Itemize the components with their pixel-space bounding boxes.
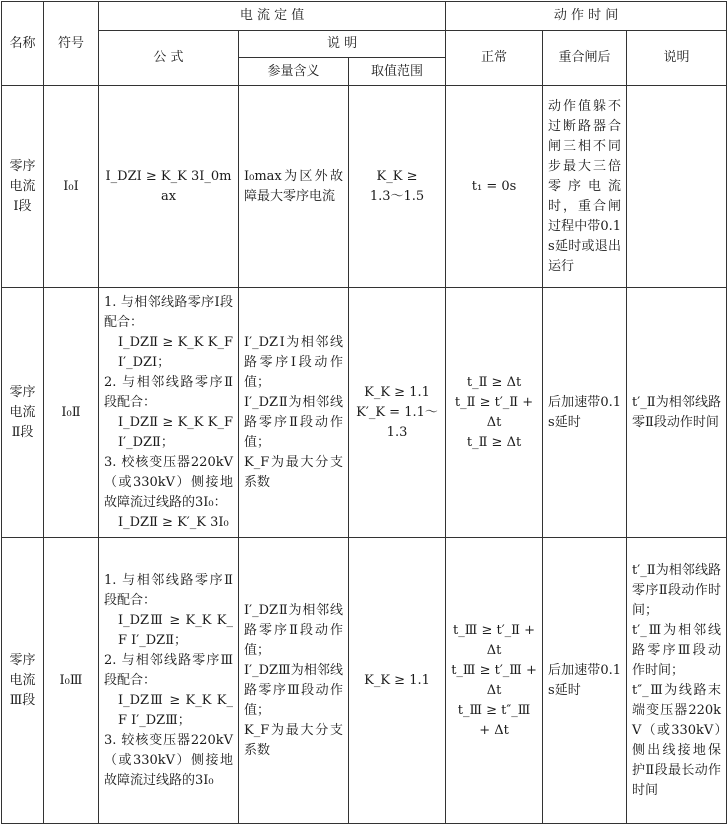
table-row — [2, 288, 727, 538]
header-name: 名称 — [2, 2, 44, 86]
row-symbol: I₀Ⅱ — [44, 288, 99, 538]
header-current-setting: 电 流 定 值 — [99, 2, 446, 31]
row-range: K_K ≥ 1.1 — [349, 538, 446, 824]
header-param-meaning: 参量含义 — [239, 58, 349, 86]
header-time-note: 说明 — [627, 31, 727, 86]
row-symbol: I₀Ⅲ — [44, 538, 99, 824]
table-row — [2, 538, 727, 824]
header-action-time: 动 作 时 间 — [446, 2, 727, 31]
row-name: 零序 电流 Ⅰ段 — [2, 86, 44, 288]
row-range: K_K ≥ 1.3～1.5 — [349, 86, 446, 288]
header-explanation: 说 明 — [239, 31, 446, 58]
row-formula: 1. 与相邻线路零序Ⅱ段配合： I_DZⅢ ≥ K_K K_F I′_DZⅡ； 2. 与相邻线路零序Ⅲ段配合： I_DZⅢ ≥ K_K K_F I′_DZⅢ； 3. 较核变压器220kV（或330kV）侧接地故障流过线路的3I₀ — [99, 538, 239, 824]
row-normal: t₁ = 0s — [446, 86, 543, 288]
row-formula: I_DZⅠ ≥ K_K 3I_0max — [99, 86, 239, 288]
table-row — [2, 86, 727, 288]
row-formula: 1. 与相邻线路零序Ⅰ段配合： I_DZⅡ ≥ K_K K_F I′_DZⅠ； 2. 与相邻线路零序Ⅱ段配合： I_DZⅡ ≥ K_K K_F I′_DZⅡ； 3. 校核变压器220kV（或330kV）侧接地故障流过线路的3I₀： I_DZⅡ ≥ K′_K 3I₀ — [99, 288, 239, 538]
row-after-reclose: 后加速带0.1s延时 — [543, 288, 627, 538]
header-value-range: 取值范围 — [349, 58, 446, 86]
row-note: t′_Ⅱ为相邻线路零序Ⅱ段动作时间； t′_Ⅲ为相邻线路零序Ⅲ段动作时间； t″_Ⅲ为线路末端变压器220kV（或330kV）侧出线接地保护Ⅱ段最长动作时间 — [627, 538, 727, 824]
row-meaning: I′_DZⅡ为相邻线路零序Ⅱ段动作值； I′_DZⅢ为相邻线路零序Ⅲ段动作值； K_F为最大分支系数 — [239, 538, 349, 824]
header-symbol: 符号 — [44, 2, 99, 86]
header-normal: 正常 — [446, 31, 543, 86]
header-formula: 公 式 — [99, 31, 239, 86]
header-after-reclose: 重合闸后 — [543, 31, 627, 86]
row-meaning: I′_DZⅠ为相邻线路零序Ⅰ段动作值； I′_DZⅡ为相邻线路零序Ⅱ段动作值； K_F为最大分支系数 — [239, 288, 349, 538]
row-normal: t_Ⅱ ≥ Δt t_Ⅱ ≥ t′_Ⅱ + Δt t_Ⅱ ≥ Δt — [446, 288, 543, 538]
row-normal: t_Ⅲ ≥ t′_Ⅱ + Δt t_Ⅲ ≥ t′_Ⅲ + Δt t_Ⅲ ≥ t″_Ⅲ + Δt — [446, 538, 543, 824]
row-name: 零序 电流 Ⅱ段 — [2, 288, 44, 538]
row-symbol: I₀Ⅰ — [44, 86, 99, 288]
zero-sequence-protection-table — [1, 1, 727, 824]
row-after-reclose: 动作值躲不过断路器合闸三相不同步最大三倍零序电流时，重合闸过程中带0.1s延时或退出运行 — [543, 86, 627, 288]
row-meaning: I₀max为区外故障最大零序电流 — [239, 86, 349, 288]
row-after-reclose: 后加速带0.1s延时 — [543, 538, 627, 824]
row-note: t′_Ⅱ为相邻线路零Ⅱ段动作时间 — [627, 288, 727, 538]
row-note — [627, 86, 727, 288]
row-name: 零序 电流 Ⅲ段 — [2, 538, 44, 824]
row-range: K_K ≥ 1.1 K′_K = 1.1～1.3 — [349, 288, 446, 538]
